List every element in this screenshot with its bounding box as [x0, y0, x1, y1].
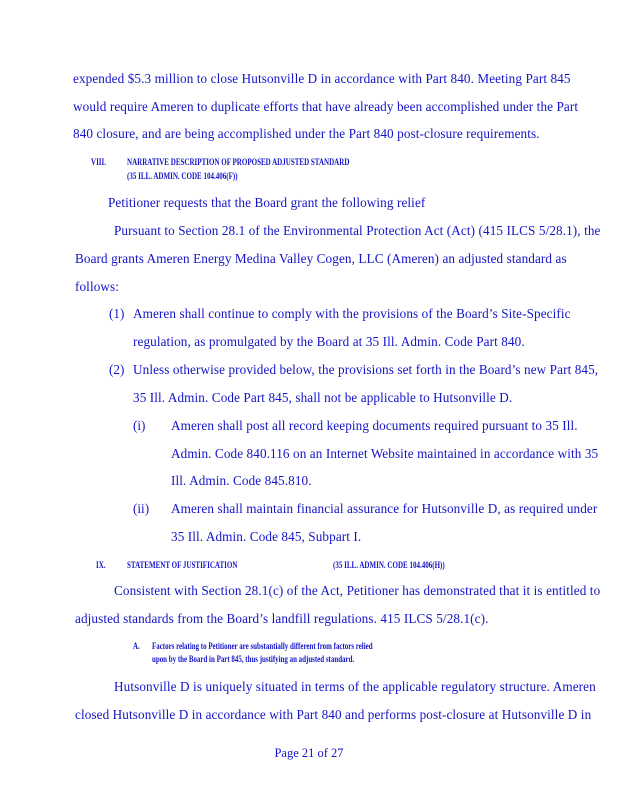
list-item-label: (2): [109, 362, 125, 377]
sub-item-line: Admin. Code 840.116 on an Internet Website maintained in accordance with 35: [171, 446, 599, 461]
subsection-heading: upon by the Board in Part 845, thus justifying an adjusted standard.: [152, 655, 355, 665]
list-item-line: regulation, as promulgated by the Board at 35 Ill. Admin. Code Part 840.: [133, 334, 525, 349]
sub-item-line: Ameren shall maintain financial assurance for Hutsonville D, as required under: [171, 501, 598, 516]
sub-item-line: Ameren shall post all record keeping documents required pursuant to 35 Ill.: [171, 418, 578, 433]
list-item-line: 35 Ill. Admin. Code Part 845, shall not be applicable to Hutsonville D.: [133, 390, 513, 405]
subsection-heading: Factors relating to Petitioner are substantially different from factors relied: [152, 642, 373, 652]
section-citation: (35 ILL. ADMIN. CODE 104.406(F)): [127, 171, 238, 181]
sub-item-line: 35 Ill. Admin. Code 845, Subpart I.: [171, 529, 362, 544]
list-item-line: Unless otherwise provided below, the provisions set forth in the Board’s new Part 845,: [133, 362, 599, 377]
page-footer: Page 21 of 27: [274, 746, 344, 760]
paragraph-line: adjusted standards from the Board’s landfill regulations. 415 ILCS 5/28.1(c).: [75, 611, 489, 626]
paragraph-line: Hutsonville D is uniquely situated in terms of the applicable regulatory structure. Ameren: [114, 679, 596, 694]
paragraph-line: 840 closure, and are being accomplished under the Part 840 post-closure requirements.: [73, 126, 540, 141]
section-number: VIII.: [91, 157, 107, 167]
paragraph-line: follows:: [75, 279, 120, 294]
sub-item-label: (ii): [133, 501, 150, 516]
section-title: STATEMENT OF JUSTIFICATION: [127, 560, 238, 570]
paragraph-line: closed Hutsonville D in accordance with Part 840 and performs post-closure at Hutsonville D in: [75, 707, 592, 722]
sub-item-label: (i): [133, 418, 146, 433]
paragraph-line: Board grants Ameren Energy Medina Valley Cogen, LLC (Ameren) an adjusted standard as: [75, 251, 567, 266]
subsection-label: A.: [133, 642, 140, 652]
paragraph-line: expended $5.3 million to close Hutsonville D in accordance with Part 840. Meeting Part 845: [73, 71, 571, 86]
section-title: NARRATIVE DESCRIPTION OF PROPOSED ADJUSTED STANDARD: [127, 157, 350, 167]
relief-intro: Petitioner requests that the Board grant the following relief: [108, 195, 426, 210]
section-number: IX.: [96, 560, 106, 570]
list-item-label: (1): [109, 306, 125, 321]
section-citation: (35 ILL. ADMIN. CODE 104.406(H)): [333, 560, 445, 570]
sub-item-line: Ill. Admin. Code 845.810.: [171, 473, 312, 488]
paragraph-line: Consistent with Section 28.1(c) of the Act, Petitioner has demonstrated that it is entitled to: [114, 583, 601, 598]
paragraph-line: Pursuant to Section 28.1 of the Environmental Protection Act (Act) (415 ILCS 5/28.1), the: [114, 223, 601, 238]
list-item-line: Ameren shall continue to comply with the provisions of the Board’s Site-Specific: [133, 306, 571, 321]
paragraph-line: would require Ameren to duplicate efforts that have already been accomplished under the Part: [73, 99, 579, 114]
